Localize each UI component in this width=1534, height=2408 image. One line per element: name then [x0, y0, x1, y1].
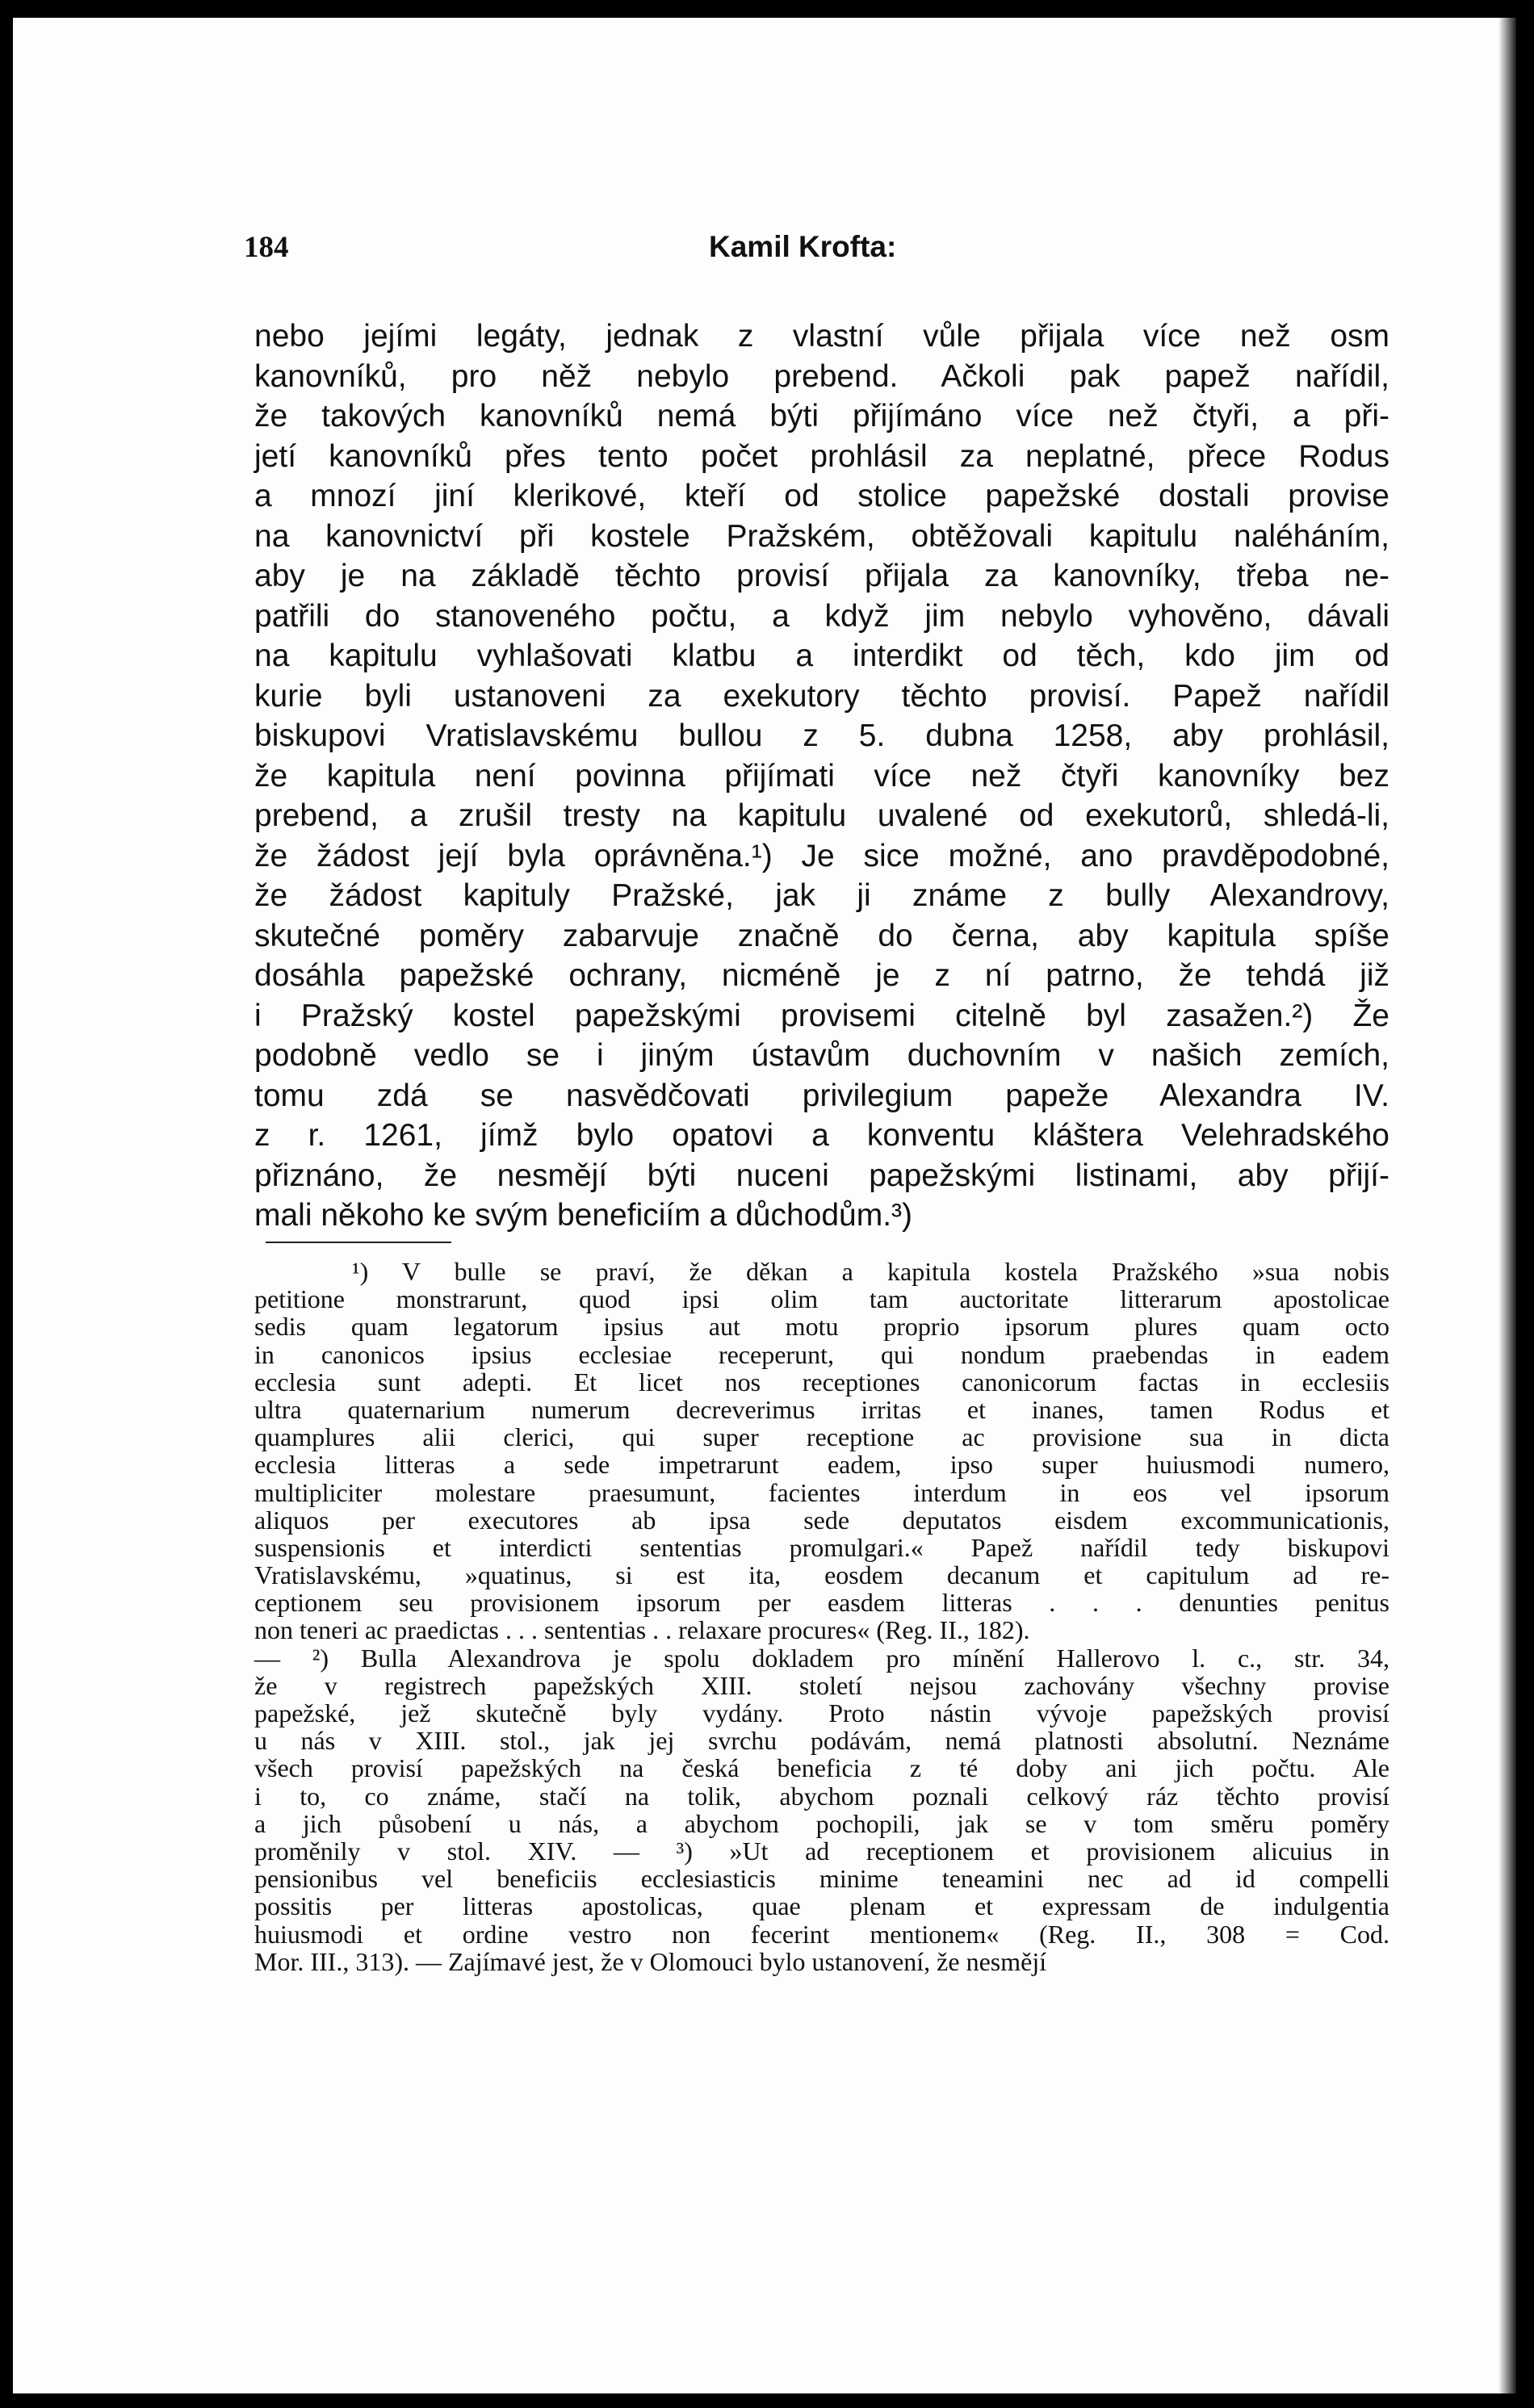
text-line: podobně vedlo se i jiným ústavům duchovním v našich zemích,	[254, 1038, 1389, 1073]
footnote-line: ultra quaternarium numerum decreverimus irritas et inanes, tamen Rodus et	[254, 1394, 1389, 1424]
footnote-line: Vratislavskému, »quatinus, si est ita, eosdem decanum et capitulum ad re-	[254, 1560, 1389, 1590]
running-title: Kamil Krofta:	[709, 230, 897, 263]
text-line: prebend, a zrušil tresty na kapitulu uvalené od exekutorů, shledá-li,	[254, 798, 1389, 833]
footnote-line: sedis quam legatorum ipsius aut motu proprio ipsorum plures quam octo	[254, 1312, 1389, 1342]
footnote-line: že v registrech papežských XIII. století nejsou zachovány všechny provise	[254, 1670, 1389, 1700]
footnote-line: všech provisí papežských na česká beneficia z té doby ani jich počtu. Ale	[254, 1753, 1389, 1783]
footnote-line: u nás v XIII. stol., jak jej svrchu podávám, nemá platnosti absolutní. Neznáme	[254, 1726, 1389, 1756]
footnotes	[254, 1258, 1389, 1975]
footnote-line: proměnily v stol. XIV. — ³) »Ut ad receptionem et provisionem alicuius in	[254, 1836, 1389, 1866]
footnote-line: possitis per litteras apostolicas, quae plenam et expressam de indulgentia	[254, 1891, 1389, 1921]
page-number: 184	[244, 231, 289, 264]
footnote-line: ¹) V bulle se praví, že děkan a kapitula kostela Pražského »sua nobis	[352, 1257, 1389, 1286]
footnote-line: a jich působení u nás, a abychom pochopili, jak se v tom směru poměry	[254, 1808, 1389, 1838]
text-line: že žádost její byla oprávněna.¹) Je sice možné, ano pravděpodobné,	[254, 838, 1389, 873]
text-line: že takových kanovníků nemá býti přijímáno více než čtyři, a při-	[254, 399, 1389, 433]
text-line: že žádost kapituly Pražské, jak ji známe z bully Alexandrovy,	[254, 878, 1389, 913]
text-line: patřili do stanoveného počtu, a když jim nebylo vyhověno, dávali	[254, 598, 1389, 634]
text-line: skutečné poměry zabarvuje značně do černa, aby kapitula spíše	[254, 918, 1389, 953]
text-line: kanovníků, pro něž nebylo prebend. Ačkoli pak papež nařídil,	[254, 358, 1389, 394]
page-edge-shadow	[1498, 18, 1516, 2393]
running-header	[244, 230, 1368, 270]
text-line: na kapitulu vyhlašovati klatbu a interdikt od těch, kdo jim od	[254, 639, 1389, 673]
footnote-line: non teneri ac praedictas . . . sententias . . relaxare procures« (Reg. II., 182).	[254, 1615, 1030, 1645]
footnote-line: ecclesia litteras a sede impetrarunt eadem, ipso super huiusmodi numero,	[254, 1450, 1389, 1480]
text-line: na kanovnictví při kostele Pražském, obtěžovali kapitulu naléháním,	[254, 518, 1389, 554]
text-line: i Pražský kostel papežskými provisemi citelně byl zasažen.²) Že	[254, 998, 1389, 1033]
footnote-line: multipliciter molestare praesumunt, facientes interdum in eos vel ipsorum	[254, 1477, 1389, 1507]
footnote-line: in canonicos ipsius ecclesiae receperunt, qui nondum praebendas in eadem	[254, 1339, 1389, 1369]
footnote-line: i to, co známe, stačí na tolik, abychom poznali celkový ráz těchto provisí	[254, 1781, 1389, 1811]
text-line: nebo jejími legáty, jednak z vlastní vůle přijala více než osm	[254, 319, 1389, 354]
text-line: že kapitula není povinna přijímati více než čtyři kanovníky bez	[254, 758, 1389, 794]
text-line: a mnozí jiní klerikové, kteří od stolice papežské dostali provise	[254, 479, 1389, 513]
text-line: dosáhla papežské ochrany, nicméně je z ní patrno, že tehdá již	[254, 958, 1389, 993]
text-line: přiznáno, že nesmějí býti nuceni papežskými listinami, aby přijí-	[254, 1158, 1389, 1193]
footnote-line: quamplures alii clerici, qui super receptione ac provisione sua in dicta	[254, 1422, 1389, 1452]
footnote-line: ceptionem seu provisionem ipsorum per easdem litteras . . . denunties penitus	[254, 1588, 1389, 1618]
footnote-line: suspensionis et interdicti sententias promulgari.« Papež nařídil tedy biskupovi	[254, 1532, 1389, 1562]
text-line: tomu zdá se nasvědčovati privilegium papeže Alexandra IV.	[254, 1078, 1389, 1113]
text-line: jetí kanovníků přes tento počet prohlásil za neplatné, přece Rodus	[254, 438, 1389, 474]
text-line: mali někoho ke svým beneficiím a důchodům.³)	[254, 1198, 913, 1233]
text-line: aby je na základě těchto provisí přijala za kanovníky, třeba ne-	[254, 559, 1389, 593]
footnote-line: — ²) Bulla Alexandrova je spolu dokladem pro mínění Hallerovo l. c., str. 34,	[254, 1643, 1389, 1673]
footnote-line: ecclesia sunt adepti. Et licet nos receptiones canonicorum factas in ecclesiis	[254, 1367, 1389, 1397]
text-line: biskupovi Vratislavskému bullou z 5. dubna 1258, aby prohlásil,	[254, 718, 1389, 753]
main-text	[254, 316, 1389, 1236]
footnote-line: pensionibus vel beneficiis ecclesiasticis minime teneamini nec ad id compelli	[254, 1864, 1389, 1894]
footnote-line: papežské, jež skutečně byly vydány. Proto nástin vývoje papežských provisí	[254, 1698, 1389, 1727]
footnote-line: aliquos per executores ab ipsa sede deputatos eisdem excommunicationis,	[254, 1505, 1389, 1535]
footnote-line: petitione monstrarunt, quod ipsi olim tam auctoritate litterarum apostolicae	[254, 1284, 1389, 1314]
text-line: z r. 1261, jímž bylo opatovi a konventu kláštera Velehradského	[254, 1118, 1389, 1153]
footnote-line: Mor. III., 313). — Zajímavé jest, že v Olomouci bylo ustanovení, že nesmějí	[254, 1946, 1047, 1976]
footnote-line: huiusmodi et ordine vestro non fecerint mentionem« (Reg. II., 308 = Cod.	[254, 1919, 1389, 1949]
text-line: kurie byli ustanoveni za exekutory těchto provisí. Papež nařídil	[254, 678, 1389, 714]
footnote-separator	[266, 1242, 451, 1243]
